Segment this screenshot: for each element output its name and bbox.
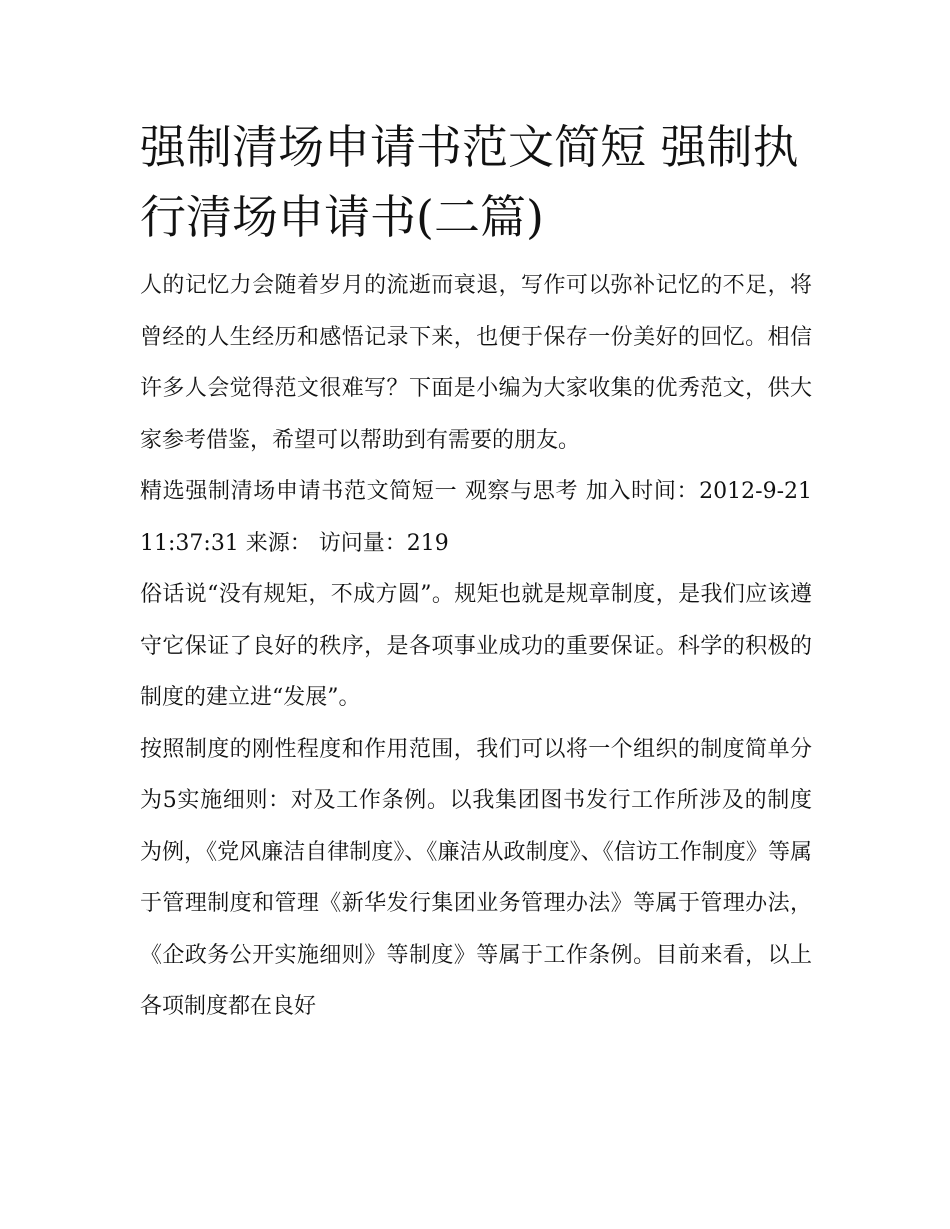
intro-paragraph: 人的记忆力会随着岁月的流逝而衰退，写作可以弥补记忆的不足，将曾经的人生经历和感悟记录下来，也便于保存一份美好的回忆。相信许多人会觉得范文很难写？下面是小编为大家收集的优秀范文，供大家参考借鉴，希望可以帮助到有需要的朋友。 [140,273,812,453]
article-meta-line: 精选强制清场申请书范文简短一 观察与思考 加入时间：2012-9-21 11:37:31 来源： 访问量：219 [140,479,812,556]
document-page [140,112,812,1033]
body-paragraph: 按照制度的刚性程度和作用范围，我们可以将一个组织的制度简单分为5实施细则：对及工作条例。以我集团图书发行工作所涉及的制度为例，《党风廉洁自律制度》、《廉洁从政制度》、《信访工作制度》等属于管理制度和管理《新华发行集团业务管理办法》等属于管理办法，《企政务公开实施细则》等制度》等属于工作条例。目前来看，以上各项制度都在良好 [140,736,812,1019]
body-paragraph: 俗话说“没有规矩，不成方圆”。规矩也就是规章制度，是我们应该遵守它保证了良好的秩序，是各项事业成功的重要保证。科学的积极的制度的建立进“发展”。 [140,582,812,710]
document-title: 强制清场申请书范文简短 强制执行清场申请书(二篇) [140,120,799,244]
